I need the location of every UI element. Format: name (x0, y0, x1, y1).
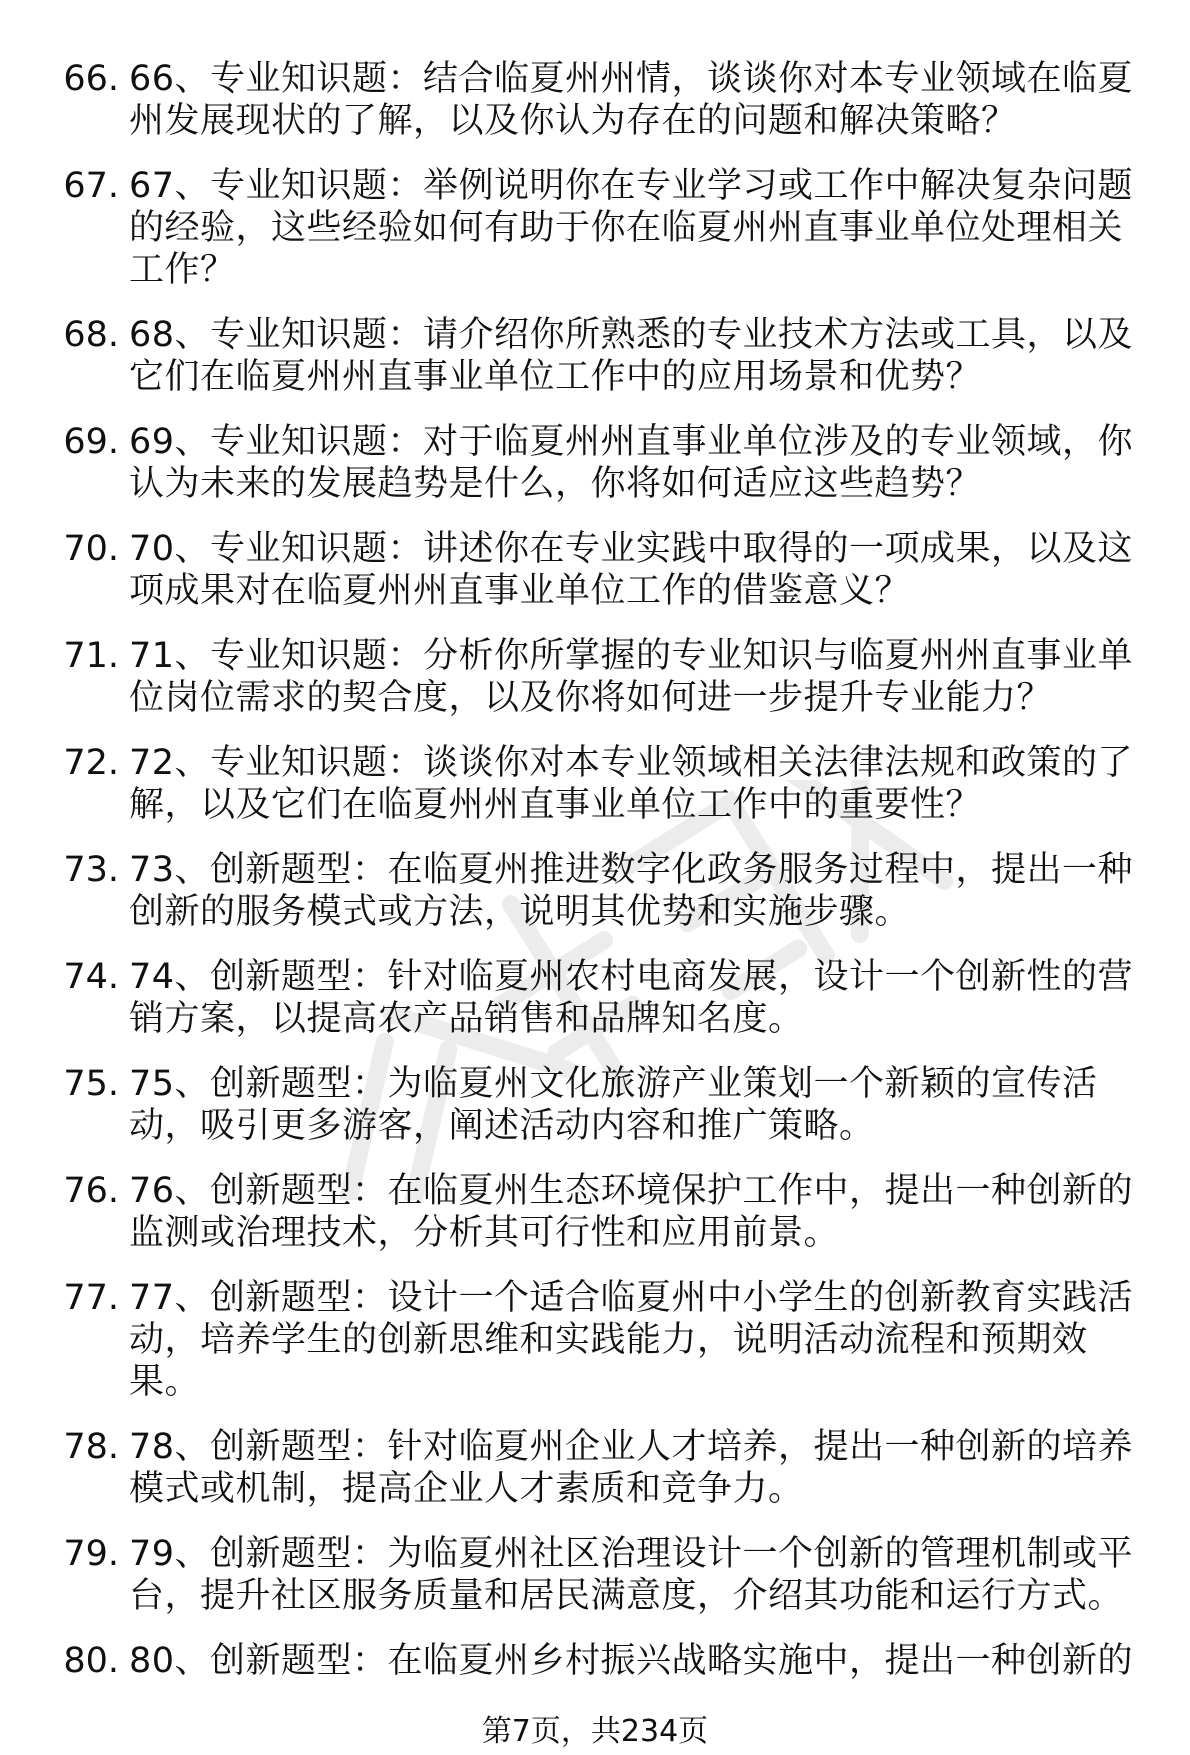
list-item-number: 74. (63, 957, 119, 997)
list-item (0, 849, 1190, 933)
list-item (0, 635, 1190, 719)
list-item (0, 1640, 1190, 1682)
list-item-number: 80. (63, 1641, 119, 1681)
list-item-text: 69、专业知识题：对于临夏州州直事业单位涉及的专业领域，你认为未来的发展趋势是什么，你将如何适应这些趋势？ (129, 422, 1134, 504)
list-item (0, 165, 1190, 291)
list-item-text: 80、创新题型：在临夏州乡村振兴战略实施中，提出一种创新的 (129, 1641, 1134, 1681)
list-item (0, 742, 1190, 826)
list-item-text: 79、创新题型：为临夏州社区治理设计一个创新的管理机制或平台，提升社区服务质量和居民满意度，介绍其功能和运行方式。 (129, 1534, 1134, 1616)
list-item (0, 421, 1190, 505)
list-item-number: 67. (63, 166, 119, 206)
page-number-label: 第7页，共234页 (481, 1714, 709, 1749)
list-item-text: 72、专业知识题：谈谈你对本专业领域相关法律法规和政策的了解，以及它们在临夏州州直事业单位工作中的重要性？ (129, 743, 1134, 825)
list-item (0, 58, 1190, 142)
list-item-number: 72. (63, 743, 119, 783)
list-item-number: 78. (63, 1427, 119, 1467)
list-item-text: 73、创新题型：在临夏州推进数字化政务服务过程中，提出一种创新的服务模式或方法，说明其优势和实施步骤。 (129, 850, 1134, 932)
question-list (0, 58, 1190, 1705)
list-item-number: 79. (63, 1534, 119, 1574)
list-item (0, 1426, 1190, 1510)
list-item-text: 70、专业知识题：讲述你在专业实践中取得的一项成果，以及这项成果对在临夏州州直事业单位工作的借鉴意义？ (129, 529, 1134, 611)
list-item-number: 66. (63, 59, 119, 99)
list-item-number: 69. (63, 422, 119, 462)
list-item-text: 71、专业知识题：分析你所掌握的专业知识与临夏州州直事业单位岗位需求的契合度，以及你将如何进一步提升专业能力？ (129, 636, 1134, 718)
list-item-number: 75. (63, 1064, 119, 1104)
list-item-text: 68、专业知识题：请介绍你所熟悉的专业技术方法或工具，以及它们在临夏州州直事业单位工作中的应用场景和优势？ (129, 315, 1134, 397)
list-item-text: 78、创新题型：针对临夏州企业人才培养，提出一种创新的培养模式或机制，提高企业人才素质和竞争力。 (129, 1427, 1134, 1509)
list-item (0, 1277, 1190, 1403)
list-item (0, 1170, 1190, 1254)
list-item-text: 76、创新题型：在临夏州生态环境保护工作中，提出一种创新的监测或治理技术，分析其可行性和应用前景。 (129, 1171, 1134, 1253)
list-item-number: 73. (63, 850, 119, 890)
list-item-text: 66、专业知识题：结合临夏州州情，谈谈你对本专业领域在临夏州发展现状的了解，以及你认为存在的问题和解决策略？ (129, 59, 1134, 141)
list-item-number: 70. (63, 529, 119, 569)
list-item-number: 68. (63, 315, 119, 355)
list-item-number: 71. (63, 636, 119, 676)
list-item (0, 1533, 1190, 1617)
page-footer (0, 1714, 1190, 1750)
list-item-text: 75、创新题型：为临夏州文化旅游产业策划一个新颖的宣传活动，吸引更多游客，阐述活动内容和推广策略。 (129, 1064, 1098, 1146)
list-item-text: 74、创新题型：针对临夏州农村电商发展，设计一个创新性的营销方案，以提高农产品销售和品牌知名度。 (129, 957, 1134, 1039)
list-item-number: 77. (63, 1278, 119, 1318)
list-item (0, 1063, 1190, 1147)
list-item (0, 956, 1190, 1040)
list-item (0, 528, 1190, 612)
list-item-text: 67、专业知识题：举例说明你在专业学习或工作中解决复杂问题的经验，这些经验如何有助于你在临夏州州直事业单位处理相关工作？ (129, 166, 1134, 290)
list-item-number: 76. (63, 1171, 119, 1211)
list-item-text: 77、创新题型：设计一个适合临夏州中小学生的创新教育实践活动，培养学生的创新思维和实践能力，说明活动流程和预期效果。 (129, 1278, 1134, 1402)
list-item (0, 314, 1190, 398)
